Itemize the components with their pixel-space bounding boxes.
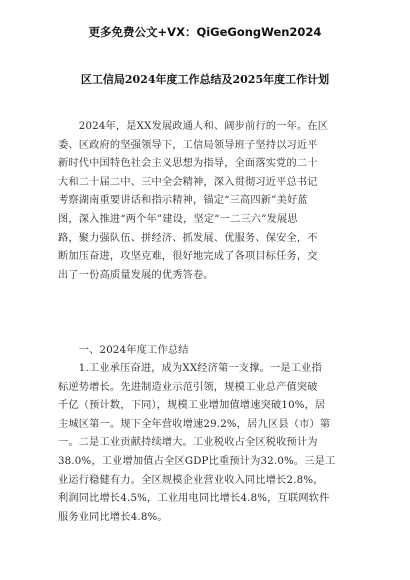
paragraph-line: 2024年，是XX发展政通人和、阔步前行的一年。在区 bbox=[58, 121, 329, 132]
paragraph-line: 1.工业承压奋进，成为XX经济第一支撑。一是工业指 bbox=[58, 363, 322, 374]
section-heading-text: 一、2024年度工作总结 bbox=[58, 345, 189, 356]
paragraph-line: 图，深入推进“两个年”建设，坚定“一二三六”发展思 bbox=[58, 213, 298, 225]
paragraph-line: 主城区第一。规下全年营收增速29.2%，居九区县（市）第 bbox=[58, 418, 331, 430]
intro-paragraph bbox=[58, 118, 358, 285]
paragraph-line: 路，聚力强队伍、拼经济、抓发展、优服务、保安全，不 bbox=[58, 232, 318, 244]
paragraph-line: 一。二是工业贡献持续增大。工业税收占全区税收预计为 bbox=[58, 437, 318, 449]
document-title: 区工信局2024年度工作总结及2025年度工作计划 bbox=[80, 73, 330, 86]
paragraph-line: 大和二十届二中、三中全会精神，深入贯彻习近平总书记 bbox=[58, 176, 318, 188]
paragraph-line: 出了一份高质量发展的优秀答卷。 bbox=[58, 269, 214, 281]
paragraph-line: 利润同比增长4.5%，工业用电同比增长4.8%，互联网软件 bbox=[58, 493, 330, 505]
paragraph-line: 标逆势增长。先进制造业示范引领，规模工业总产值突破 bbox=[58, 381, 318, 393]
paragraph-line: 考察湖南重要讲话和指示精神，锚定“三高四新”美好蓝 bbox=[58, 195, 308, 207]
promo-header: 更多免费公文+VX：QiGeGongWen2024 bbox=[88, 25, 322, 39]
paragraph-line: 新时代中国特色社会主义思想为指导，全面落实党的二十 bbox=[58, 158, 318, 170]
paragraph-line: 业运行稳健有力。全区规模企业营业收入同比增长2.8%， bbox=[58, 474, 324, 486]
paragraph-line: 断加压奋进，攻坚克难，很好地完成了各项目标任务，交 bbox=[58, 251, 318, 263]
section-heading bbox=[58, 342, 358, 361]
paragraph-line: 服务业同比增长4.8%。 bbox=[58, 511, 168, 523]
paragraph-line: 38.0%，工业增加值占全区GDP比重预计为32.0%。三是工 bbox=[58, 455, 336, 467]
paragraph-line: 委、区政府的坚强领导下，工信局领导班子坚持以习近平 bbox=[58, 139, 318, 151]
paragraph-line: 千亿（预计数，下同），规模工业增加值增速突破10%，居 bbox=[58, 400, 326, 412]
industry-paragraph bbox=[58, 360, 358, 527]
